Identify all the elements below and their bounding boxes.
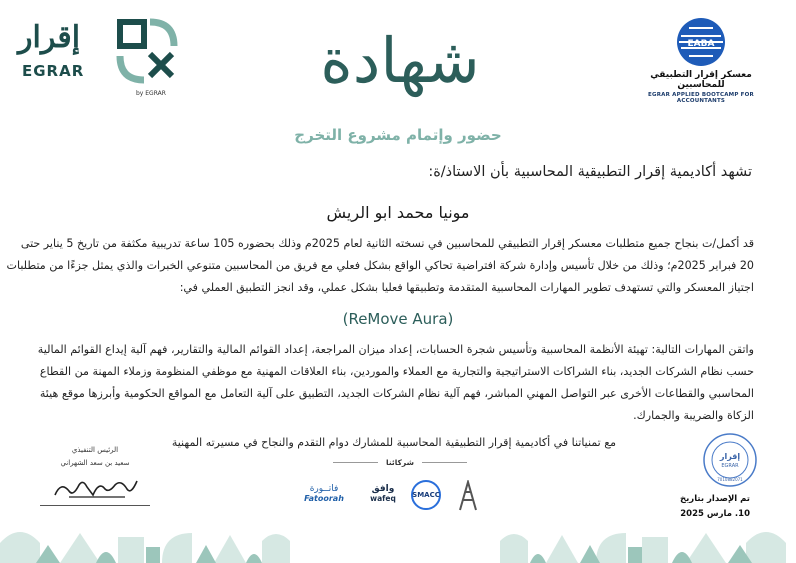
official-stamp	[702, 432, 758, 488]
fatoorah-logo	[296, 484, 352, 503]
partners-header	[310, 458, 490, 467]
smacc-logo	[406, 480, 446, 510]
recipient-name: مونيا محمد ابو الريش	[326, 203, 470, 222]
wafeq-logo-arabic: وافق	[371, 484, 395, 494]
project-name: (ReMove Aura)	[342, 310, 454, 328]
issue-date: 10. مارس 2025	[680, 509, 750, 519]
bootcamp-name-english: EGRAR APPLIED BOOTCAMP FOR ACCOUNTANTS	[648, 92, 754, 104]
partners-divider-left	[333, 462, 378, 463]
eaba-mark: EABA	[687, 39, 715, 49]
paragraph-line: قد أكمل/ت بنجاح جميع متطلبات معسكر إقرار التطبيقي للمحاسبين في نسخته الثانية لعام 2025م وذلك بحضوره 105 ساعة تدريبية مكثفة من تاريخ 5 يناير حتى	[20, 237, 754, 250]
signature-icon	[49, 475, 141, 501]
certificate-subtitle: حضور وإتمام مشروع التخرج	[294, 126, 502, 144]
partners-label: شركائنا	[386, 458, 414, 467]
wafeq-logo	[368, 484, 398, 503]
completion-paragraph	[6, 233, 754, 299]
bootcamp-name-arabic: معسكر إقرار التطبيقي للمحاسبين	[650, 70, 752, 90]
egrar-logo-by: by EGRAR	[136, 90, 166, 97]
egrar-logo	[18, 14, 178, 104]
signatory-block	[40, 446, 150, 506]
certificate-title: شهادة	[320, 24, 480, 97]
stamp-number: 7010882071	[717, 477, 743, 482]
partners-divider-right	[422, 462, 467, 463]
stamp-english: EGRAR	[721, 463, 739, 469]
fatoorah-logo-arabic: فاتــورة	[309, 484, 339, 494]
decorative-bottom-band	[0, 513, 796, 563]
signatory-name: سعيد بن سعد الشهراني	[60, 459, 130, 467]
skills-paragraph	[37, 339, 754, 427]
egrar-logo-arabic: إقرار	[18, 20, 81, 55]
issue-label: تم الإصدار بتاريخ	[679, 494, 750, 504]
partner-logos	[296, 480, 496, 510]
testimony-line: تشهد أكاديمية إقرار التطبيقية المحاسبية بأن الاستاذ/ة:	[428, 164, 752, 180]
partner-emblem-icon	[454, 480, 482, 516]
signature-line	[40, 505, 150, 506]
paragraph-line: واتقن المهارات التالية: تهيئة الأنظمة المحاسبية وتأسيس شجرة الحسابات، إعداد ميزان المراجعة، إعداد القوائم المالية والتقارير، فهم آلية إيداع القوائم المالية	[37, 343, 754, 356]
egrar-emblem-icon	[116, 18, 178, 90]
paragraph-line: الزكاة والضريبة والجمارك.	[633, 409, 754, 422]
eaba-globe-icon	[675, 16, 727, 68]
wafeq-logo-english: wafeq	[370, 494, 396, 503]
paragraph-line: المحاسبي والقطاعات الأخرى عبر التواصل المهني المباشر، فهم آلية نظام الشركات الجديد، التطبيق على آلية التعامل مع المواقع الحكومية وأبرزها موقع هيئة	[39, 387, 754, 400]
fatoorah-logo-english: Fatoorah	[304, 494, 344, 503]
stamp-arabic: إقرار	[719, 452, 741, 461]
egrar-logo-english: EGRAR	[22, 62, 85, 80]
paragraph-line: 20 فبراير 2025م؛ وذلك من خلال تأسيس وإدارة شركة افتراضية تحاكي الواقع بشكل فعلي مع فريق من المحاسبين متنوعي الخبرات والذي يمثل جزءًا من متطلبات	[6, 259, 754, 272]
paragraph-line: حسب نظام الشركات الجديد، بناء الشراكات الاستراتيجية والتجارية مع العملاء والموردين، بناء العلاقات المهنية مع موظفي المنظومة وزملاء المهنة من القطاع	[39, 365, 754, 378]
closing-wish: مع تمنياتنا في أكاديمية إقرار التطبيقية المحاسبية للمشارك دوام التقدم والنجاح في مسيرته المهنية	[171, 436, 616, 449]
bootcamp-logo	[626, 16, 776, 106]
signatory-role: الرئيس التنفيذي	[71, 446, 119, 454]
paragraph-line: اجتياز المعسكر والتي تستهدف تطوير المهارات المحاسبية المتقدمة وتطبيقها فعليا بشكل عملي، وقد انجز التطبيق العملي في:	[179, 281, 754, 294]
smacc-logo-text: SMACC	[411, 480, 441, 510]
